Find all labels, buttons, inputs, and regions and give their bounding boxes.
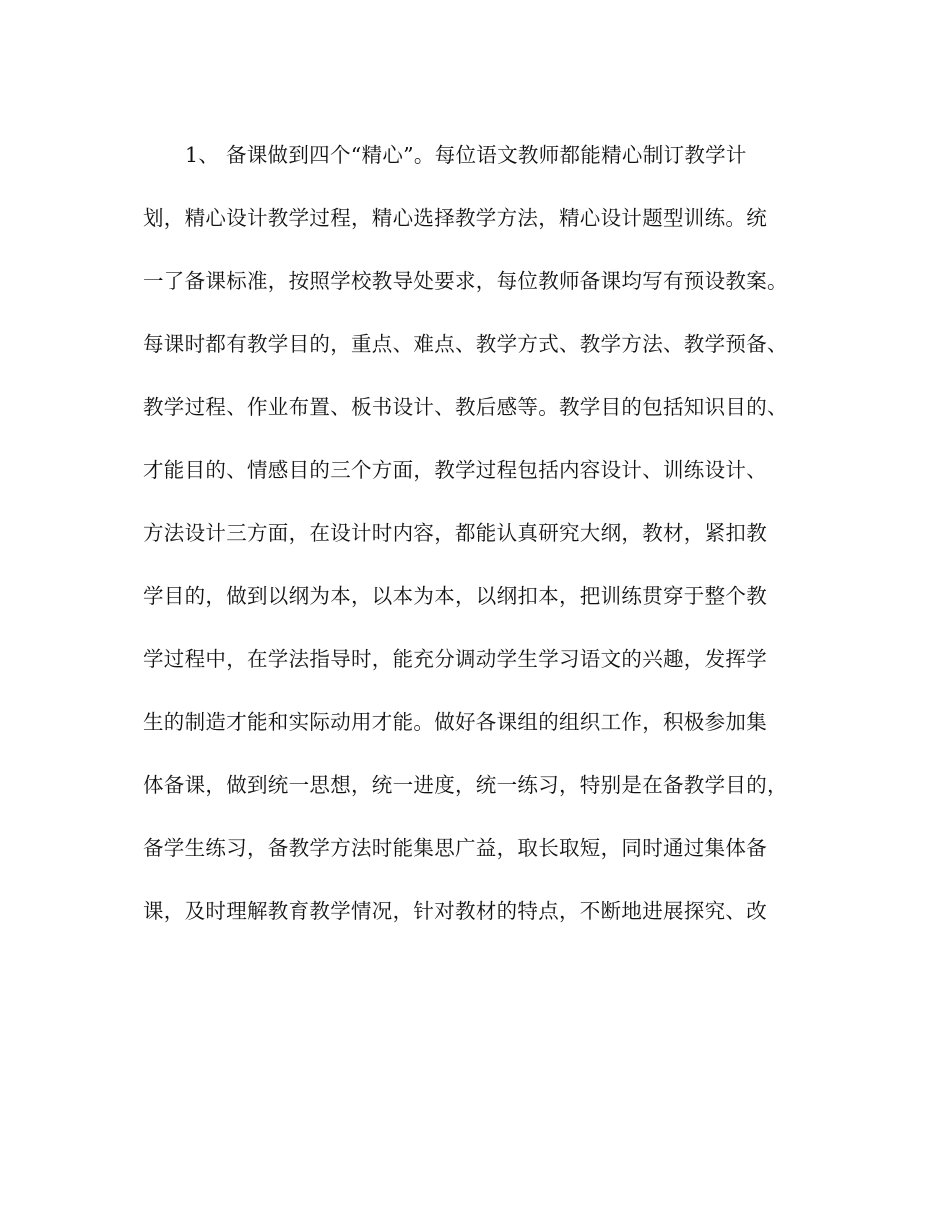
paragraph-line: 备学生练习，备教学方法时能集思广益，取长取短，同时通过集体备 [143, 836, 767, 860]
paragraph-line: 教学过程、作业布置、板书设计、教后感等。教学目的包括知识目的、 [143, 395, 788, 419]
paragraph-line: 才能目的、情感目的三个方面，教学过程包括内容设计、训练设计、 [143, 458, 767, 482]
paragraph-line: 每课时都有教学目的，重点、难点、教学方式、教学方法、教学预备、 [143, 332, 788, 356]
paragraph-line: 划，精心设计教学过程，精心选择教学方法，精心设计题型训练。统 [143, 206, 767, 230]
paragraph-line: 课，及时理解教育教学情况，针对教材的特点，不断地进展探究、改 [143, 899, 767, 923]
paragraph-line: 学目的，做到以纲为本，以本为本，以纲扣本，把训练贯穿于整个教 [143, 584, 767, 608]
paragraph-line: 学过程中，在学法指导时，能充分调动学生学习语文的兴趣，发挥学 [143, 647, 767, 671]
paragraph-line: 一了备课标准，按照学校教导处要求，每位教师备课均写有预设教案。 [143, 269, 788, 293]
paragraph-line: 1、 备课做到四个“精心”。每位语文教师都能精心制订教学计 [185, 143, 747, 167]
paragraph-line: 生的制造才能和实际动用才能。做好各课组的组织工作，积极参加集 [143, 710, 767, 734]
paragraph-line: 方法设计三方面，在设计时内容，都能认真研究大纲，教材，紧扣教 [143, 521, 767, 545]
paragraph-line: 体备课，做到统一思想，统一进度，统一练习，特别是在备教学目的， [143, 773, 788, 797]
